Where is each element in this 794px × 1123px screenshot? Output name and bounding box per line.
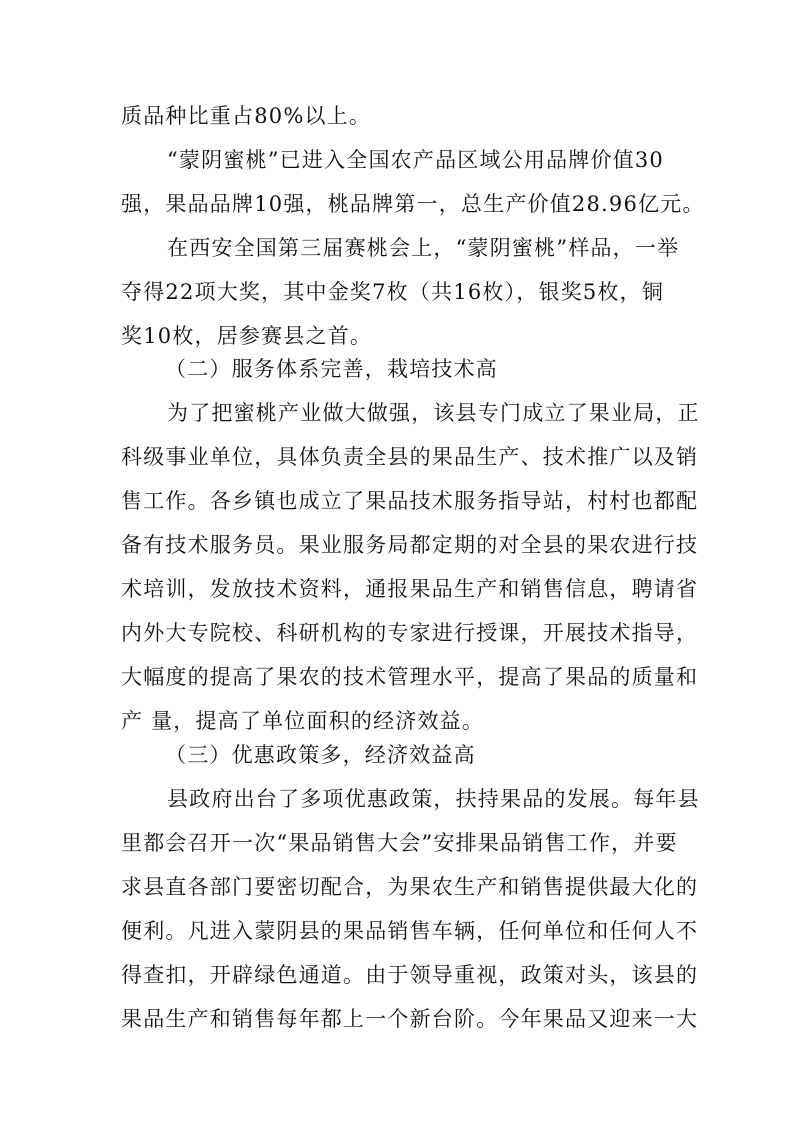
paragraph-line: 备有技术服务员。果业服务局都定期的对全县的果农进行技 xyxy=(121,533,699,557)
paragraph-line: 果品生产和销售每年都上一个新台阶。今年果品又迎来一大 xyxy=(121,1007,699,1031)
paragraph-line: 为了把蜜桃产业做大做强，该县专门成立了果业局，正 xyxy=(167,401,700,425)
paragraph-line: 得查扣，开辟绿色通道。由于领导重视，政策对头，该县的 xyxy=(121,963,699,987)
paragraph-line: 强，果品品牌10强，桃品牌第一，总生产价值28.96亿元。 xyxy=(121,192,705,216)
paragraph-line: 便利。凡进入蒙阴县的果品销售车辆，任何单位和任何人不 xyxy=(121,919,699,943)
paragraph-line: “蒙阴蜜桃”已进入全国农产品区域公用品牌价值30 xyxy=(167,148,664,172)
paragraph-line: 奖10枚，居参赛县之首。 xyxy=(121,324,373,348)
paragraph-line: 科级事业单位，具体负责全县的果品生产、技术推广以及销 xyxy=(121,445,699,469)
paragraph-line: 质品种比重占80%以上。 xyxy=(121,104,372,128)
paragraph-line: 产 量，提高了单位面积的经济效益。 xyxy=(121,709,485,733)
paragraph-line: 求县直各部门要密切配合，为果农生产和销售提供最大化的 xyxy=(121,875,699,899)
section-heading: （三）优惠政策多，经济效益高 xyxy=(165,743,476,767)
paragraph-line: 在西安全国第三届赛桃会上，“蒙阴蜜桃”样品，一举 xyxy=(167,236,680,260)
paragraph-line: 内外大专院校、科研机构的专家进行授课，开展技术指导， xyxy=(121,621,699,645)
paragraph-line: 售工作。各乡镇也成立了果品技术服务指导站，村村也都配 xyxy=(121,489,699,513)
paragraph-line: 夺得22项大奖，其中金奖7枚（共16枚），银奖5枚，铜 xyxy=(121,280,665,304)
paragraph-line: 术培训，发放技术资料，通报果品生产和销售信息，聘请省 xyxy=(121,577,699,601)
paragraph-line: 大幅度的提高了果农的技术管理水平，提高了果品的质量和 xyxy=(121,665,699,689)
paragraph-line: 里都会召开一次“果品销售大会”安排果品销售工作，并要 xyxy=(121,831,678,855)
section-heading: （二）服务体系完善，栽培技术高 xyxy=(165,357,498,381)
paragraph-line: 县政府出台了多项优惠政策，扶持果品的发展。每年县 xyxy=(167,787,700,811)
